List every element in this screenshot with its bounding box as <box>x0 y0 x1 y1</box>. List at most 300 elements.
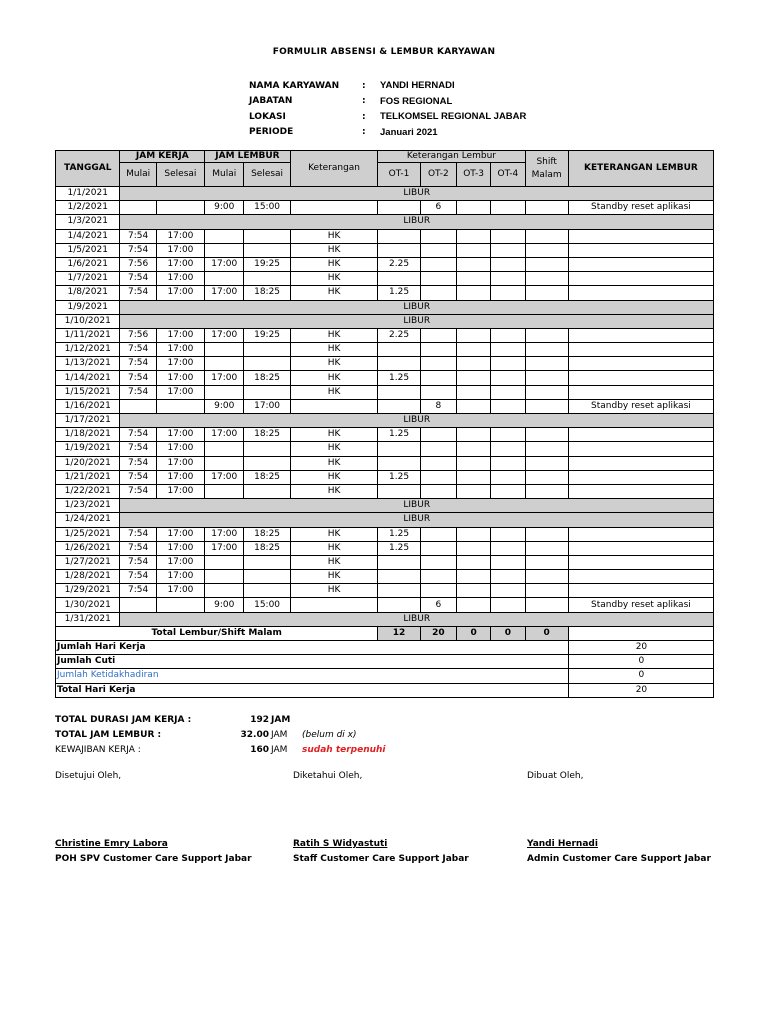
table-row <box>56 442 714 456</box>
cell-keterangan: HK <box>290 343 378 357</box>
cell-keterangan: HK <box>290 243 378 257</box>
employee-info <box>249 78 526 140</box>
cell-ot2 <box>420 541 456 555</box>
header-jam-lembur: JAM LEMBUR <box>205 151 291 163</box>
cell-date: 1/14/2021 <box>56 371 120 385</box>
header-ot3: OT-3 <box>456 163 490 187</box>
info-label: JABATAN <box>249 96 293 107</box>
cell-keterangan: HK <box>290 555 378 569</box>
cell-jl-selesai: 18:25 <box>244 428 290 442</box>
table-row <box>56 286 714 300</box>
cell-date: 1/1/2021 <box>56 187 120 201</box>
cell-ot1: 1.25 <box>378 470 420 484</box>
cell-ot2 <box>420 257 456 271</box>
table-row <box>56 570 714 584</box>
summary-label: Jumlah Cuti <box>56 655 569 669</box>
cell-jl-mulai <box>205 357 244 371</box>
cell-ot1 <box>378 456 420 470</box>
table-row <box>56 257 714 271</box>
table-row <box>56 598 714 612</box>
cell-ot1 <box>378 229 420 243</box>
cell-jk-mulai: 7:56 <box>120 328 156 342</box>
cell-keterangan-lembur: Standby reset aplikasi <box>568 201 713 215</box>
summary-label: Total Hari Kerja <box>56 683 569 697</box>
cell-keterangan-lembur <box>568 484 713 498</box>
info-label: LOKASI <box>249 111 286 122</box>
cell-jl-mulai <box>205 243 244 257</box>
signature-name: Yandi Hernadi <box>527 839 598 849</box>
cell-date: 1/15/2021 <box>56 385 120 399</box>
cell-jl-selesai <box>244 343 290 357</box>
cell-jl-selesai <box>244 243 290 257</box>
header-keterangan: Keterangan <box>290 151 378 187</box>
cell-ot3 <box>456 201 490 215</box>
cell-keterangan-lembur <box>568 555 713 569</box>
cell-jk-mulai <box>120 399 156 413</box>
cell-ot3 <box>456 385 490 399</box>
kewajiban-value: 160 <box>250 744 269 755</box>
cell-ot3 <box>456 343 490 357</box>
cell-jk-selesai: 17:00 <box>156 484 204 498</box>
header-jk-selesai: Selesai <box>156 163 204 187</box>
signature-role: Admin Customer Care Support Jabar <box>527 854 711 864</box>
cell-jl-selesai: 15:00 <box>244 598 290 612</box>
cell-date: 1/23/2021 <box>56 499 120 513</box>
cell-keterangan-lembur <box>568 584 713 598</box>
info-row-location <box>249 109 526 125</box>
cell-shift-malam <box>525 286 568 300</box>
cell-ot2 <box>420 229 456 243</box>
cell-date: 1/29/2021 <box>56 584 120 598</box>
cell-ot1 <box>378 243 420 257</box>
cell-ot4 <box>491 201 525 215</box>
cell-keterangan-lembur <box>568 243 713 257</box>
cell-date: 1/27/2021 <box>56 555 120 569</box>
info-row-period <box>249 125 526 141</box>
cell-keterangan-lembur <box>568 385 713 399</box>
cell-keterangan: HK <box>290 286 378 300</box>
cell-jl-selesai <box>244 584 290 598</box>
table-row <box>56 470 714 484</box>
cell-ot2 <box>420 428 456 442</box>
cell-date: 1/22/2021 <box>56 484 120 498</box>
header-jam-kerja: JAM KERJA <box>120 151 205 163</box>
total-lembur-label: TOTAL JAM LEMBUR : <box>55 729 162 740</box>
cell-jl-mulai: 9:00 <box>205 399 244 413</box>
cell-date: 1/4/2021 <box>56 229 120 243</box>
table-row <box>56 414 714 428</box>
cell-jl-selesai: 19:25 <box>244 328 290 342</box>
employee-period: Januari 2021 <box>380 126 438 138</box>
cell-ot2 <box>420 470 456 484</box>
cell-ot4 <box>491 555 525 569</box>
cell-date: 1/9/2021 <box>56 300 120 314</box>
cell-ot3 <box>456 456 490 470</box>
info-colon: : <box>362 127 366 138</box>
cell-shift-malam <box>525 385 568 399</box>
employee-name: YANDI HERNADI <box>380 80 455 92</box>
cell-ot4 <box>491 385 525 399</box>
cell-ot3 <box>456 598 490 612</box>
cell-ot1 <box>378 357 420 371</box>
summary-value: 0 <box>568 655 713 669</box>
cell-libur: LIBUR <box>120 215 714 229</box>
cell-jl-selesai <box>244 555 290 569</box>
cell-jk-mulai: 7:54 <box>120 272 156 286</box>
cell-shift-malam <box>525 257 568 271</box>
cell-jl-selesai <box>244 272 290 286</box>
cell-shift-malam <box>525 470 568 484</box>
cell-ot4 <box>491 570 525 584</box>
cell-jl-mulai: 17:00 <box>205 428 244 442</box>
attendance-rows <box>56 187 714 627</box>
table-row <box>56 343 714 357</box>
cell-ot3 <box>456 484 490 498</box>
employee-location: TELKOMSEL REGIONAL JABAR <box>380 111 527 123</box>
cell-ot2 <box>420 328 456 342</box>
total-ot3: 0 <box>456 626 490 640</box>
cell-jl-selesai <box>244 570 290 584</box>
cell-jk-selesai: 17:00 <box>156 229 204 243</box>
cell-jl-selesai: 18:25 <box>244 541 290 555</box>
cell-jl-selesai: 15:00 <box>244 201 290 215</box>
cell-ot2 <box>420 371 456 385</box>
cell-keterangan: HK <box>290 484 378 498</box>
cell-shift-malam <box>525 328 568 342</box>
cell-keterangan <box>290 399 378 413</box>
cell-keterangan-lembur <box>568 229 713 243</box>
cell-libur: LIBUR <box>120 314 714 328</box>
cell-ot2 <box>420 243 456 257</box>
cell-jl-mulai <box>205 570 244 584</box>
cell-jl-selesai: 18:25 <box>244 371 290 385</box>
cell-jk-selesai: 17:00 <box>156 371 204 385</box>
table-row <box>56 201 714 215</box>
table-row <box>56 215 714 229</box>
cell-ot2: 8 <box>420 399 456 413</box>
cell-ot4 <box>491 442 525 456</box>
cell-keterangan: HK <box>290 357 378 371</box>
table-row <box>56 484 714 498</box>
cell-keterangan-lembur: Standby reset aplikasi <box>568 399 713 413</box>
cell-date: 1/28/2021 <box>56 570 120 584</box>
cell-jk-selesai <box>156 201 204 215</box>
header-tanggal: TANGGAL <box>56 151 120 187</box>
total-row <box>56 626 714 640</box>
cell-jl-selesai <box>244 229 290 243</box>
table-row <box>56 314 714 328</box>
cell-ot1 <box>378 201 420 215</box>
cell-jk-selesai: 17:00 <box>156 555 204 569</box>
cell-jk-mulai: 7:54 <box>120 527 156 541</box>
cell-shift-malam <box>525 343 568 357</box>
cell-keterangan <box>290 598 378 612</box>
table-row <box>56 385 714 399</box>
cell-ot2 <box>420 385 456 399</box>
signature-approved <box>55 771 252 864</box>
cell-keterangan-lembur <box>568 257 713 271</box>
kewajiban-note: sudah terpenuhi <box>302 744 386 755</box>
cell-date: 1/31/2021 <box>56 612 120 626</box>
cell-ot3 <box>456 257 490 271</box>
table-row <box>56 229 714 243</box>
cell-keterangan-lembur <box>568 357 713 371</box>
signature-head: Dibuat Oleh, <box>527 771 584 781</box>
summary-row <box>56 683 714 697</box>
cell-ot4 <box>491 229 525 243</box>
cell-jk-selesai: 17:00 <box>156 541 204 555</box>
cell-keterangan: HK <box>290 527 378 541</box>
cell-jk-selesai: 17:00 <box>156 385 204 399</box>
cell-date: 1/25/2021 <box>56 527 120 541</box>
summary-label: Jumlah Ketidakhadiran <box>56 669 569 683</box>
header-keterangan-lembur-group: Keterangan Lembur <box>378 151 525 163</box>
cell-ot2 <box>420 584 456 598</box>
cell-jk-mulai: 7:54 <box>120 456 156 470</box>
cell-ot4 <box>491 584 525 598</box>
cell-jk-selesai: 17:00 <box>156 428 204 442</box>
cell-ot4 <box>491 470 525 484</box>
cell-shift-malam <box>525 357 568 371</box>
cell-ot2 <box>420 343 456 357</box>
cell-ot3 <box>456 428 490 442</box>
cell-ot2 <box>420 484 456 498</box>
signature-name: Christine Emry Labora <box>55 839 168 849</box>
cell-ot3 <box>456 584 490 598</box>
header-jk-mulai: Mulai <box>120 163 156 187</box>
signature-name: Ratih S Widyastuti <box>293 839 388 849</box>
cell-libur: LIBUR <box>120 499 714 513</box>
cell-ot4 <box>491 371 525 385</box>
cell-date: 1/18/2021 <box>56 428 120 442</box>
cell-ot2: 6 <box>420 598 456 612</box>
info-colon: : <box>362 96 366 107</box>
signature-acknowledged <box>293 771 469 864</box>
header-keterangan-lembur: KETERANGAN LEMBUR <box>568 151 713 187</box>
cell-jk-mulai: 7:54 <box>120 570 156 584</box>
cell-jl-mulai <box>205 456 244 470</box>
cell-jk-selesai: 17:00 <box>156 527 204 541</box>
cell-keterangan: HK <box>290 257 378 271</box>
table-row <box>56 584 714 598</box>
cell-jk-mulai: 7:54 <box>120 484 156 498</box>
table-row <box>56 555 714 569</box>
cell-ot2 <box>420 456 456 470</box>
cell-ot4 <box>491 343 525 357</box>
cell-date: 1/2/2021 <box>56 201 120 215</box>
cell-jk-selesai: 17:00 <box>156 257 204 271</box>
cell-jl-selesai <box>244 385 290 399</box>
cell-ot2 <box>420 272 456 286</box>
cell-keterangan-lembur <box>568 286 713 300</box>
table-row <box>56 300 714 314</box>
cell-ot4 <box>491 598 525 612</box>
cell-jl-selesai <box>244 442 290 456</box>
cell-ot3 <box>456 371 490 385</box>
cell-ot4 <box>491 243 525 257</box>
total-lembur-note: (belum di x) <box>302 729 357 740</box>
cell-ot3 <box>456 399 490 413</box>
cell-jl-selesai <box>244 484 290 498</box>
employee-position: FOS REGIONAL <box>380 95 453 107</box>
cell-jl-mulai: 17:00 <box>205 527 244 541</box>
cell-ot1: 1.25 <box>378 541 420 555</box>
cell-keterangan-lembur <box>568 428 713 442</box>
cell-keterangan-lembur <box>568 442 713 456</box>
total-durasi-label: TOTAL DURASI JAM KERJA : <box>55 714 192 725</box>
cell-ot3 <box>456 541 490 555</box>
total-ot2: 20 <box>420 626 456 640</box>
table-row <box>56 272 714 286</box>
summary-row <box>56 655 714 669</box>
cell-libur: LIBUR <box>120 414 714 428</box>
cell-date: 1/20/2021 <box>56 456 120 470</box>
attendance-table <box>55 150 714 698</box>
total-shift: 0 <box>525 626 568 640</box>
cell-date: 1/5/2021 <box>56 243 120 257</box>
cell-jl-selesai: 18:25 <box>244 470 290 484</box>
cell-ot2: 6 <box>420 201 456 215</box>
cell-date: 1/7/2021 <box>56 272 120 286</box>
cell-jk-mulai: 7:54 <box>120 357 156 371</box>
cell-ot1 <box>378 272 420 286</box>
cell-jk-mulai: 7:54 <box>120 385 156 399</box>
cell-ot3 <box>456 286 490 300</box>
cell-keterangan: HK <box>290 570 378 584</box>
cell-ot2 <box>420 555 456 569</box>
cell-shift-malam <box>525 584 568 598</box>
cell-jk-mulai: 7:54 <box>120 343 156 357</box>
info-colon: : <box>362 80 366 91</box>
total-durasi-value: 192 <box>250 714 269 725</box>
cell-ot3 <box>456 229 490 243</box>
cell-ot4 <box>491 357 525 371</box>
cell-keterangan: HK <box>290 371 378 385</box>
cell-ot4 <box>491 484 525 498</box>
cell-date: 1/3/2021 <box>56 215 120 229</box>
cell-date: 1/16/2021 <box>56 399 120 413</box>
info-row-name <box>249 78 526 94</box>
cell-jk-mulai: 7:54 <box>120 442 156 456</box>
cell-ot1: 1.25 <box>378 428 420 442</box>
cell-jl-mulai <box>205 385 244 399</box>
cell-jl-mulai: 17:00 <box>205 541 244 555</box>
cell-jl-mulai: 9:00 <box>205 201 244 215</box>
kewajiban-label: KEWAJIBAN KERJA : <box>55 744 141 755</box>
cell-ot1: 1.25 <box>378 286 420 300</box>
cell-date: 1/17/2021 <box>56 414 120 428</box>
header-ot4: OT-4 <box>491 163 525 187</box>
cell-jl-mulai <box>205 229 244 243</box>
cell-ot2 <box>420 442 456 456</box>
cell-ot2 <box>420 570 456 584</box>
cell-jl-selesai: 18:25 <box>244 286 290 300</box>
summary-row <box>56 669 714 683</box>
cell-date: 1/10/2021 <box>56 314 120 328</box>
cell-keterangan <box>290 201 378 215</box>
total-blank <box>568 626 713 640</box>
cell-shift-malam <box>525 456 568 470</box>
cell-jk-selesai: 17:00 <box>156 272 204 286</box>
cell-ot1: 2.25 <box>378 257 420 271</box>
total-ot4: 0 <box>491 626 525 640</box>
cell-ot1 <box>378 555 420 569</box>
cell-keterangan: HK <box>290 428 378 442</box>
cell-keterangan: HK <box>290 272 378 286</box>
info-colon: : <box>362 111 366 122</box>
cell-ot3 <box>456 470 490 484</box>
cell-date: 1/30/2021 <box>56 598 120 612</box>
cell-ot4 <box>491 286 525 300</box>
cell-shift-malam <box>525 272 568 286</box>
table-row <box>56 357 714 371</box>
cell-ot1: 2.25 <box>378 328 420 342</box>
total-durasi <box>55 712 386 727</box>
cell-jl-selesai: 18:25 <box>244 527 290 541</box>
cell-jk-selesai <box>156 598 204 612</box>
table-row <box>56 243 714 257</box>
cell-keterangan: HK <box>290 442 378 456</box>
table-row <box>56 187 714 201</box>
cell-jk-mulai: 7:54 <box>120 541 156 555</box>
cell-jk-mulai <box>120 201 156 215</box>
cell-shift-malam <box>525 555 568 569</box>
cell-ot2 <box>420 527 456 541</box>
header-shift-malam <box>525 151 568 187</box>
cell-libur: LIBUR <box>120 300 714 314</box>
table-row <box>56 456 714 470</box>
cell-ot3 <box>456 570 490 584</box>
cell-jl-mulai <box>205 555 244 569</box>
cell-keterangan-lembur <box>568 527 713 541</box>
total-label: Total Lembur/Shift Malam <box>56 626 378 640</box>
totals-block <box>55 712 386 757</box>
cell-keterangan: HK <box>290 328 378 342</box>
info-row-position <box>249 94 526 110</box>
cell-keterangan-lembur <box>568 371 713 385</box>
attendance-footer <box>56 626 714 697</box>
cell-ot4 <box>491 541 525 555</box>
cell-libur: LIBUR <box>120 513 714 527</box>
cell-jk-mulai: 7:54 <box>120 470 156 484</box>
cell-keterangan: HK <box>290 541 378 555</box>
cell-keterangan: HK <box>290 385 378 399</box>
cell-jk-selesai: 17:00 <box>156 343 204 357</box>
cell-ot1 <box>378 570 420 584</box>
cell-shift-malam <box>525 541 568 555</box>
cell-keterangan-lembur: Standby reset aplikasi <box>568 598 713 612</box>
cell-keterangan-lembur <box>568 456 713 470</box>
cell-jk-mulai: 7:54 <box>120 555 156 569</box>
table-row <box>56 513 714 527</box>
cell-jl-mulai: 17:00 <box>205 257 244 271</box>
cell-keterangan-lembur <box>568 541 713 555</box>
cell-shift-malam <box>525 371 568 385</box>
cell-date: 1/24/2021 <box>56 513 120 527</box>
kewajiban-unit: JAM <box>271 744 288 755</box>
cell-jl-mulai: 17:00 <box>205 286 244 300</box>
cell-jk-mulai: 7:54 <box>120 243 156 257</box>
signature-head: Diketahui Oleh, <box>293 771 363 781</box>
cell-ot1: 1.25 <box>378 527 420 541</box>
cell-ot3 <box>456 272 490 286</box>
cell-ot2 <box>420 357 456 371</box>
cell-keterangan: HK <box>290 456 378 470</box>
header-jl-mulai: Mulai <box>205 163 244 187</box>
cell-jk-mulai: 7:54 <box>120 286 156 300</box>
summary-value: 0 <box>568 669 713 683</box>
kewajiban-kerja <box>55 742 386 757</box>
